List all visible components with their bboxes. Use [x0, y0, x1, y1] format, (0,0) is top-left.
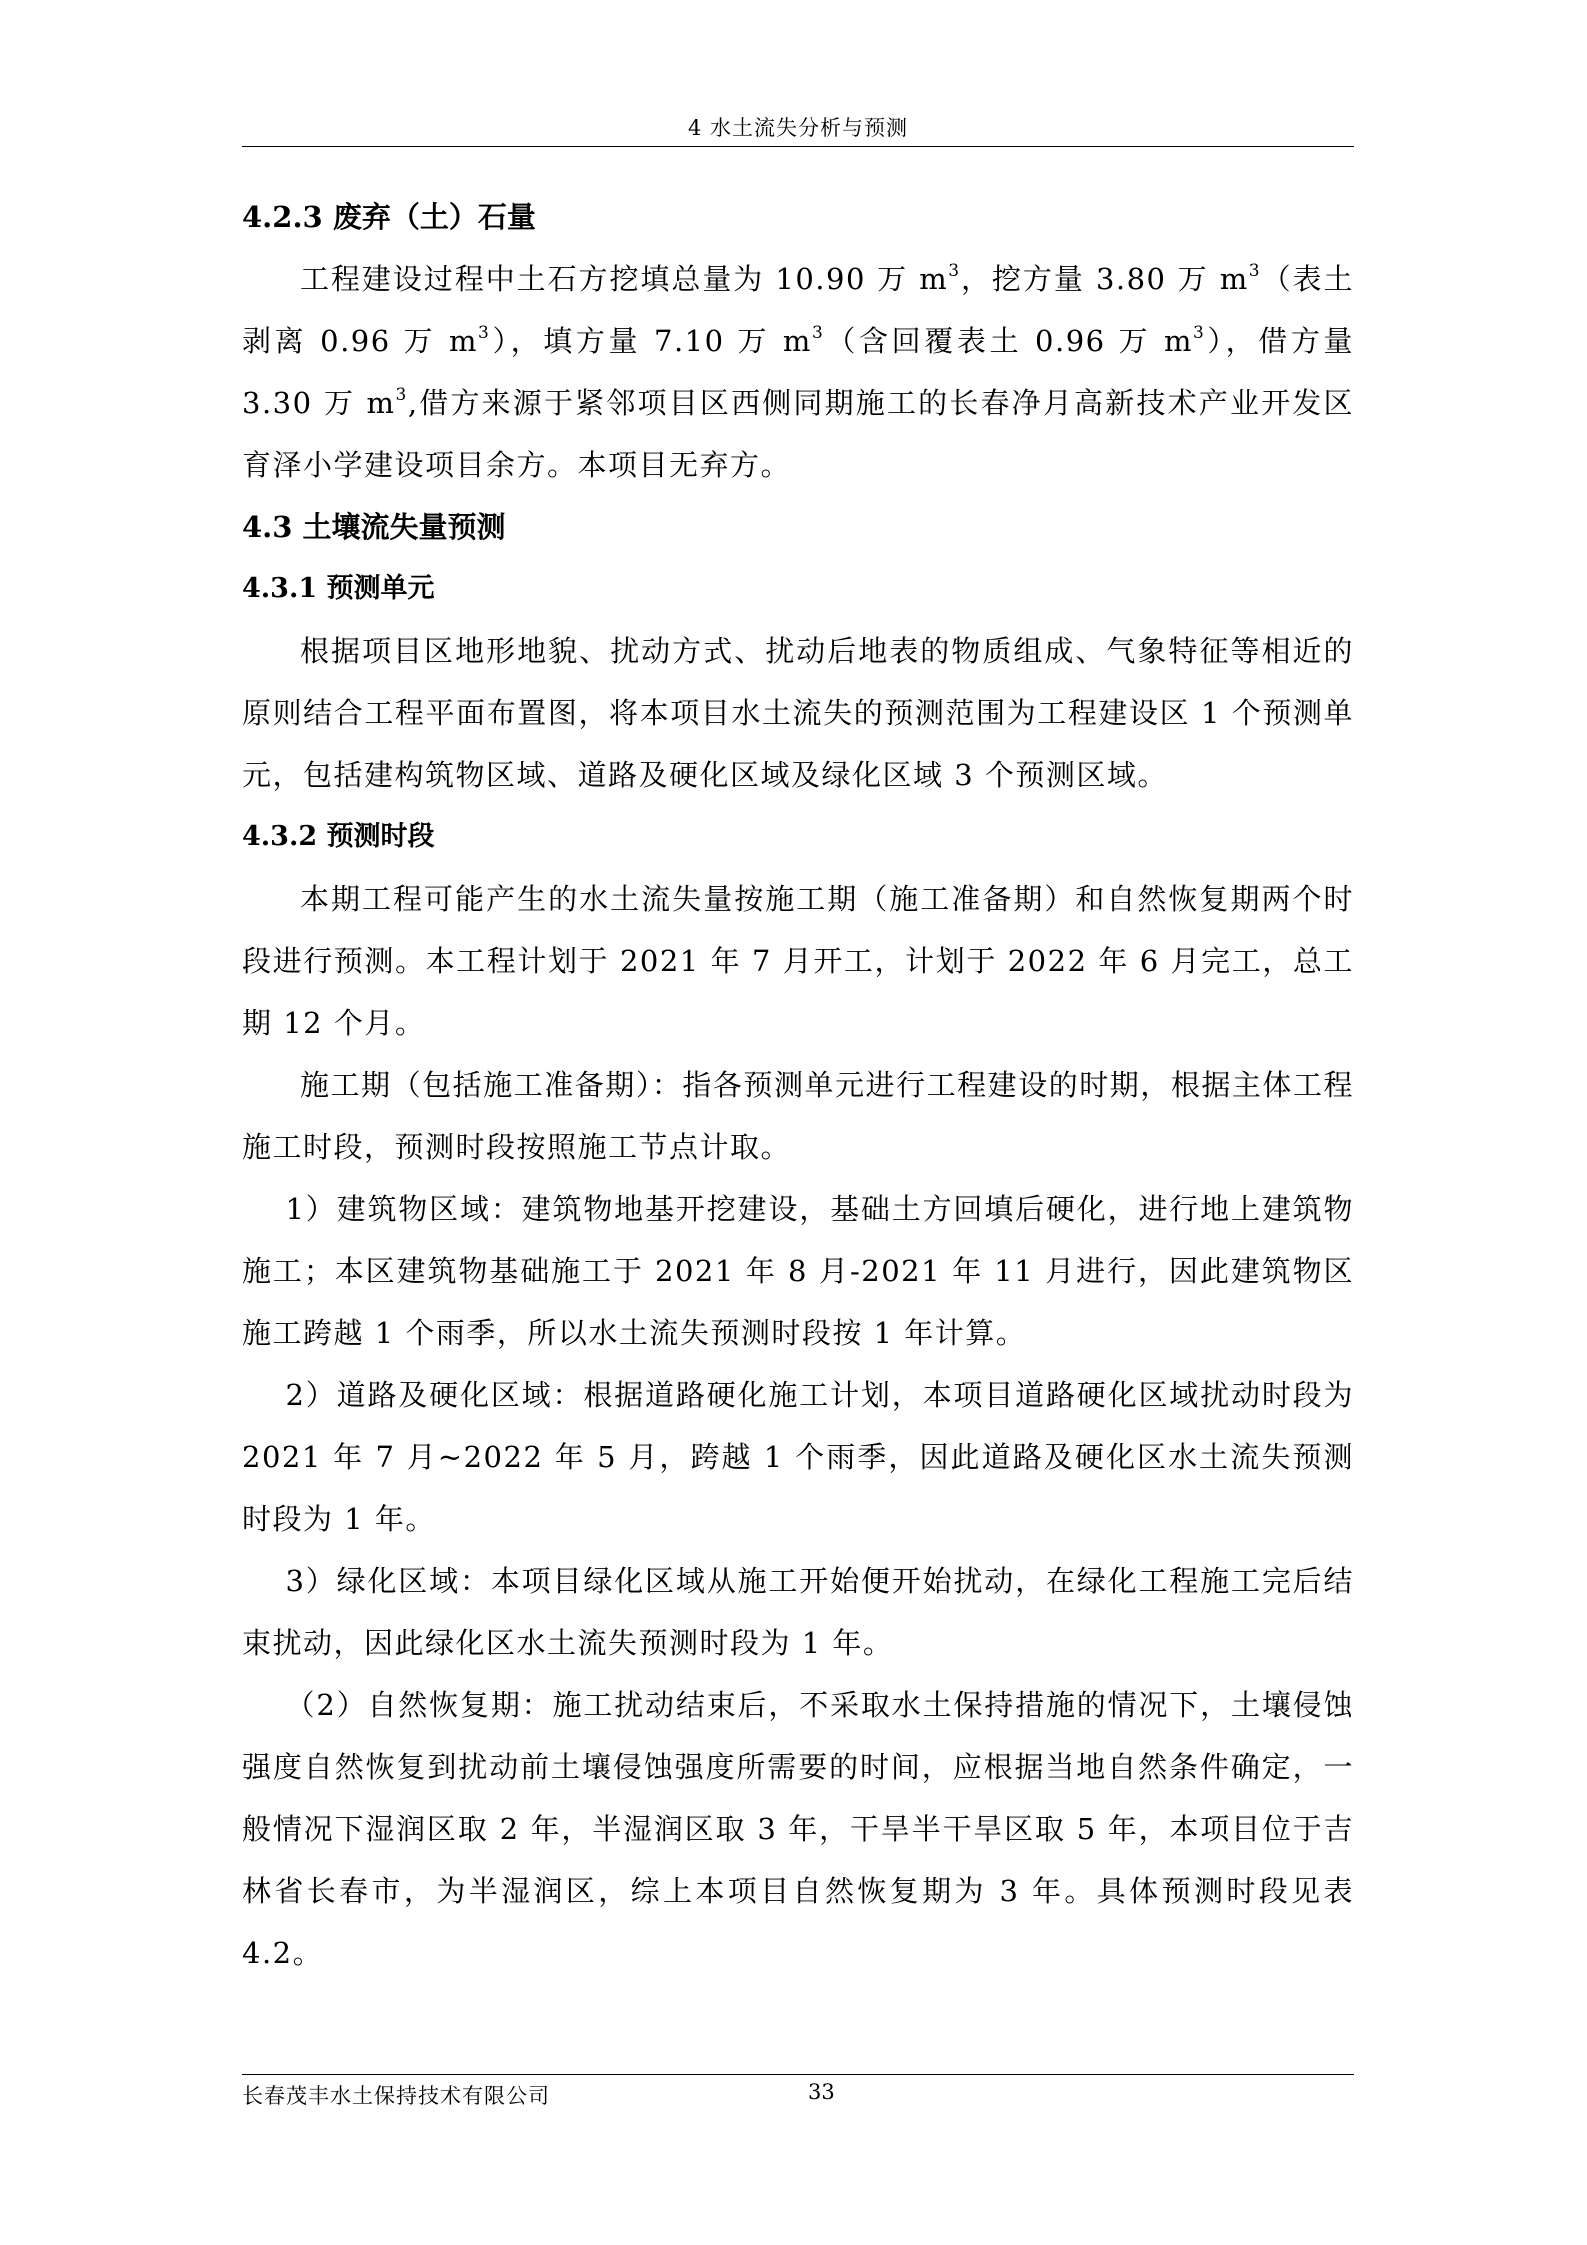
- section-heading-4-2-3: 4.2.3 废弃（土）石量: [242, 200, 536, 234]
- section-heading-4-3-1: 4.3.1 预测单元: [242, 573, 435, 604]
- page-footer: [242, 2080, 1354, 2110]
- paragraph-building-area: 1）建筑物区域：建筑物地基开挖建设，基础土方回填后硬化，进行地上建筑物施工；本区建筑物基础施工于 2021 年 8 月-2021 年 11 月进行，因此建筑物区施工跨越 1 个雨季，所以水土流失预测时段按 1 年计算。: [242, 1192, 1354, 1350]
- superscript: 3: [478, 323, 491, 344]
- superscript: 3: [395, 385, 408, 406]
- text-span: （含回覆表土 0.96 万 m: [824, 324, 1193, 358]
- footer-company: 长春茂丰水土保持技术有限公司: [242, 2084, 550, 2108]
- paragraph-earthwork: [242, 248, 1354, 496]
- footer-rule: [242, 2074, 1354, 2075]
- paragraph-road-area: 2）道路及硬化区域：根据道路硬化施工计划，本项目道路硬化区域扰动时段为 2021 年 7 月~2022 年 5 月，跨越 1 个雨季，因此道路及硬化区水土流失预测时段为 1 年。: [242, 1378, 1354, 1536]
- paragraph-natural-recovery: （2）自然恢复期：施工扰动结束后，不采取水土保持措施的情况下，土壤侵蚀强度自然恢复到扰动前土壤侵蚀强度所需要的时间，应根据当地自然条件确定，一般情况下湿润区取 2 年，半湿润区取 3 年，干旱半干旱区取 5 年，本项目位于吉林省长春市，为半湿润区，综上本项目自然恢复期为 3 年。具体预测时段见表 4.2。: [242, 1688, 1354, 1970]
- text-span: ，挖方量 3.80 万 m: [960, 262, 1249, 296]
- section-heading-4-3-2: 4.3.2 预测时段: [242, 821, 435, 852]
- paragraph-prediction-unit: 根据项目区地形地貌、扰动方式、扰动后地表的物质组成、气象特征等相近的原则结合工程平面布置图，将本项目水土流失的预测范围为工程建设区 1 个预测单元，包括建构筑物区域、道路及硬化区域及绿化区域 3 个预测区域。: [242, 634, 1354, 792]
- text-span: ），借方量 3.30 万 m: [242, 324, 1354, 420]
- page-number: 33: [808, 2080, 835, 2104]
- paragraph-periods-intro: 本期工程可能产生的水土流失量按施工期（施工准备期）和自然恢复期两个时段进行预测。本工程计划于 2021 年 7 月开工，计划于 2022 年 6 月完工，总工期 12 个月。: [242, 882, 1354, 1040]
- text-span: （表土剥离 0.96 万 m: [242, 262, 1354, 358]
- text-span: 工程建设过程中土石方挖填总量为 10.90 万 m: [300, 262, 949, 296]
- paragraph-construction-period: 施工期（包括施工准备期）：指各预测单元进行工程建设的时期，根据主体工程施工时段，预测时段按照施工节点计取。: [242, 1068, 1354, 1164]
- superscript: 3: [948, 261, 961, 282]
- superscript: 3: [1248, 261, 1262, 282]
- paragraph-green-area: 3）绿化区域：本项目绿化区域从施工开始便开始扰动，在绿化工程施工完后结束扰动，因此绿化区水土流失预测时段为 1 年。: [242, 1564, 1354, 1660]
- text-span: ,借方来源于紧邻项目区西侧同期施工的长春净月高新技术产业开发区育泽小学建设项目余方。本项目无弃方。: [242, 386, 1354, 482]
- text-span: ），填方量 7.10 万 m: [490, 324, 812, 358]
- page-header-title: 4 水土流失分析与预测: [687, 116, 909, 140]
- header-rule: [242, 146, 1354, 147]
- superscript: 3: [811, 323, 825, 344]
- superscript: 3: [1192, 323, 1206, 344]
- page-body: [242, 186, 1354, 1984]
- section-heading-4-3: 4.3 土壤流失量预测: [242, 510, 506, 544]
